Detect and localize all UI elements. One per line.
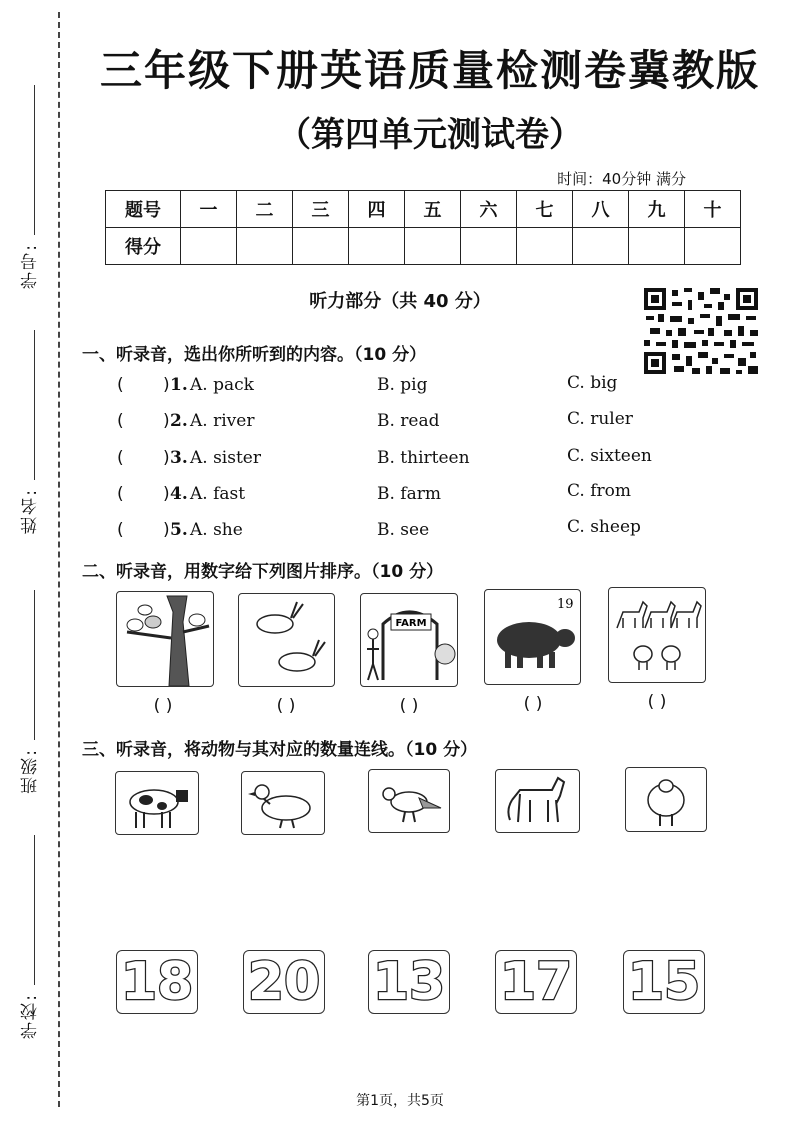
score-cell[interactable]: [349, 228, 405, 265]
answer-paren-close: ): [163, 484, 170, 504]
col-9: 九: [629, 191, 685, 228]
number-card-20[interactable]: 20: [243, 950, 325, 1014]
score-table-header-row: [106, 191, 741, 228]
answer-paren-close: ): [163, 411, 170, 431]
bird-icon[interactable]: [368, 769, 450, 833]
col-2: 二: [237, 191, 293, 228]
option-a: A. pack: [190, 375, 254, 395]
number-card-18[interactable]: 18: [116, 950, 198, 1014]
section3-title: 三、听录音，将动物与其对应的数量连线。（10 分）: [82, 740, 478, 760]
name-field: [14, 330, 48, 590]
order-blank-2[interactable]: ( ): [276, 696, 296, 716]
option-a: A. fast: [190, 484, 246, 504]
score-cell[interactable]: [293, 228, 349, 265]
col-7: 七: [517, 191, 573, 228]
order-blank-5[interactable]: ( ): [647, 692, 667, 712]
option-c: C. sixteen: [567, 446, 652, 466]
option-a: A. river: [190, 411, 255, 431]
option-a: A. sister: [190, 448, 261, 468]
answer-paren-close: ): [163, 448, 170, 468]
number-card-17[interactable]: 17: [495, 950, 577, 1014]
col-1: 一: [181, 191, 237, 228]
name-label: 姓名:: [21, 488, 41, 534]
score-cell[interactable]: [237, 228, 293, 265]
number-card-15[interactable]: 15: [623, 950, 705, 1014]
pig-number-tag: 19: [557, 597, 574, 612]
col-4: 四: [349, 191, 405, 228]
horse-icon[interactable]: [495, 769, 580, 833]
order-blank-1[interactable]: ( ): [153, 696, 173, 716]
horses-and-sheep-icon: [608, 587, 706, 683]
binding-dashed-line: [58, 12, 60, 1107]
question-number: 1.: [170, 375, 188, 395]
class-field: [14, 590, 48, 850]
student-number-line[interactable]: [34, 85, 35, 235]
score-cell[interactable]: [685, 228, 741, 265]
score-label: 得分: [106, 228, 181, 265]
option-b: B. thirteen: [377, 448, 470, 468]
answer-paren-close: ): [163, 375, 170, 395]
page-footer: 第1页，共5页: [356, 1093, 444, 1109]
student-number-label: 学号:: [21, 243, 41, 289]
option-b: B. see: [377, 520, 430, 540]
school-line[interactable]: [34, 835, 35, 985]
question-number-label: 题号: [106, 191, 181, 228]
option-c: C. sheep: [567, 517, 641, 537]
question-number: 3.: [170, 448, 188, 468]
col-3: 三: [293, 191, 349, 228]
class-line[interactable]: [34, 590, 35, 740]
col-8: 八: [573, 191, 629, 228]
name-line[interactable]: [34, 330, 35, 480]
sheep-icon[interactable]: [625, 767, 707, 832]
page-title: 三年级下册英语质量检测卷冀教版: [99, 46, 760, 95]
time-and-score-info: 时间：40分钟 满分: [557, 170, 686, 188]
student-number-field: [14, 85, 48, 345]
question-number: 5.: [170, 520, 188, 540]
section1-title: 一、听录音，选出你所听到的内容。（10 分）: [82, 345, 427, 365]
number-card-13[interactable]: 13: [368, 950, 450, 1014]
option-a: A. she: [190, 520, 243, 540]
answer-paren-open[interactable]: (: [117, 411, 124, 431]
score-cell[interactable]: [461, 228, 517, 265]
page-subtitle: （第四单元测试卷）: [277, 115, 583, 155]
rabbits-icon: [238, 593, 335, 687]
qr-code-icon[interactable]: [642, 286, 760, 376]
col-10: 十: [685, 191, 741, 228]
answer-paren-open[interactable]: (: [117, 375, 124, 395]
score-table-score-row: [106, 228, 741, 265]
score-cell[interactable]: [573, 228, 629, 265]
answer-paren-open[interactable]: (: [117, 520, 124, 540]
school-field: [14, 835, 48, 1095]
order-blank-3[interactable]: ( ): [399, 696, 419, 716]
pig-icon: [484, 589, 581, 685]
birds-on-tree-icon: [116, 591, 214, 687]
question-number: 2.: [170, 411, 188, 431]
option-c: C. from: [567, 481, 631, 501]
option-c: C. big: [567, 373, 618, 393]
question-number: 4.: [170, 484, 188, 504]
option-c: C. ruler: [567, 409, 633, 429]
option-b: B. read: [377, 411, 440, 431]
col-6: 六: [461, 191, 517, 228]
duck-icon[interactable]: [241, 771, 325, 835]
score-cell[interactable]: [629, 228, 685, 265]
answer-paren-open[interactable]: (: [117, 448, 124, 468]
answer-paren-open[interactable]: (: [117, 484, 124, 504]
school-label: 学校:: [21, 993, 41, 1039]
option-b: B. pig: [377, 375, 428, 395]
score-cell[interactable]: [405, 228, 461, 265]
order-blank-4[interactable]: ( ): [523, 694, 543, 714]
option-b: B. farm: [377, 484, 441, 504]
class-label: 班级:: [21, 748, 41, 794]
farm-gate-icon: [360, 593, 458, 687]
cow-icon[interactable]: [115, 771, 199, 835]
col-5: 五: [405, 191, 461, 228]
section2-title: 二、听录音，用数字给下列图片排序。（10 分）: [82, 562, 444, 582]
farm-sign-text: FARM: [395, 618, 427, 629]
answer-paren-close: ): [163, 520, 170, 540]
score-cell[interactable]: [181, 228, 237, 265]
score-table: [105, 190, 741, 265]
score-cell[interactable]: [517, 228, 573, 265]
listening-section-header: 听力部分（共 40 分）: [309, 291, 491, 312]
